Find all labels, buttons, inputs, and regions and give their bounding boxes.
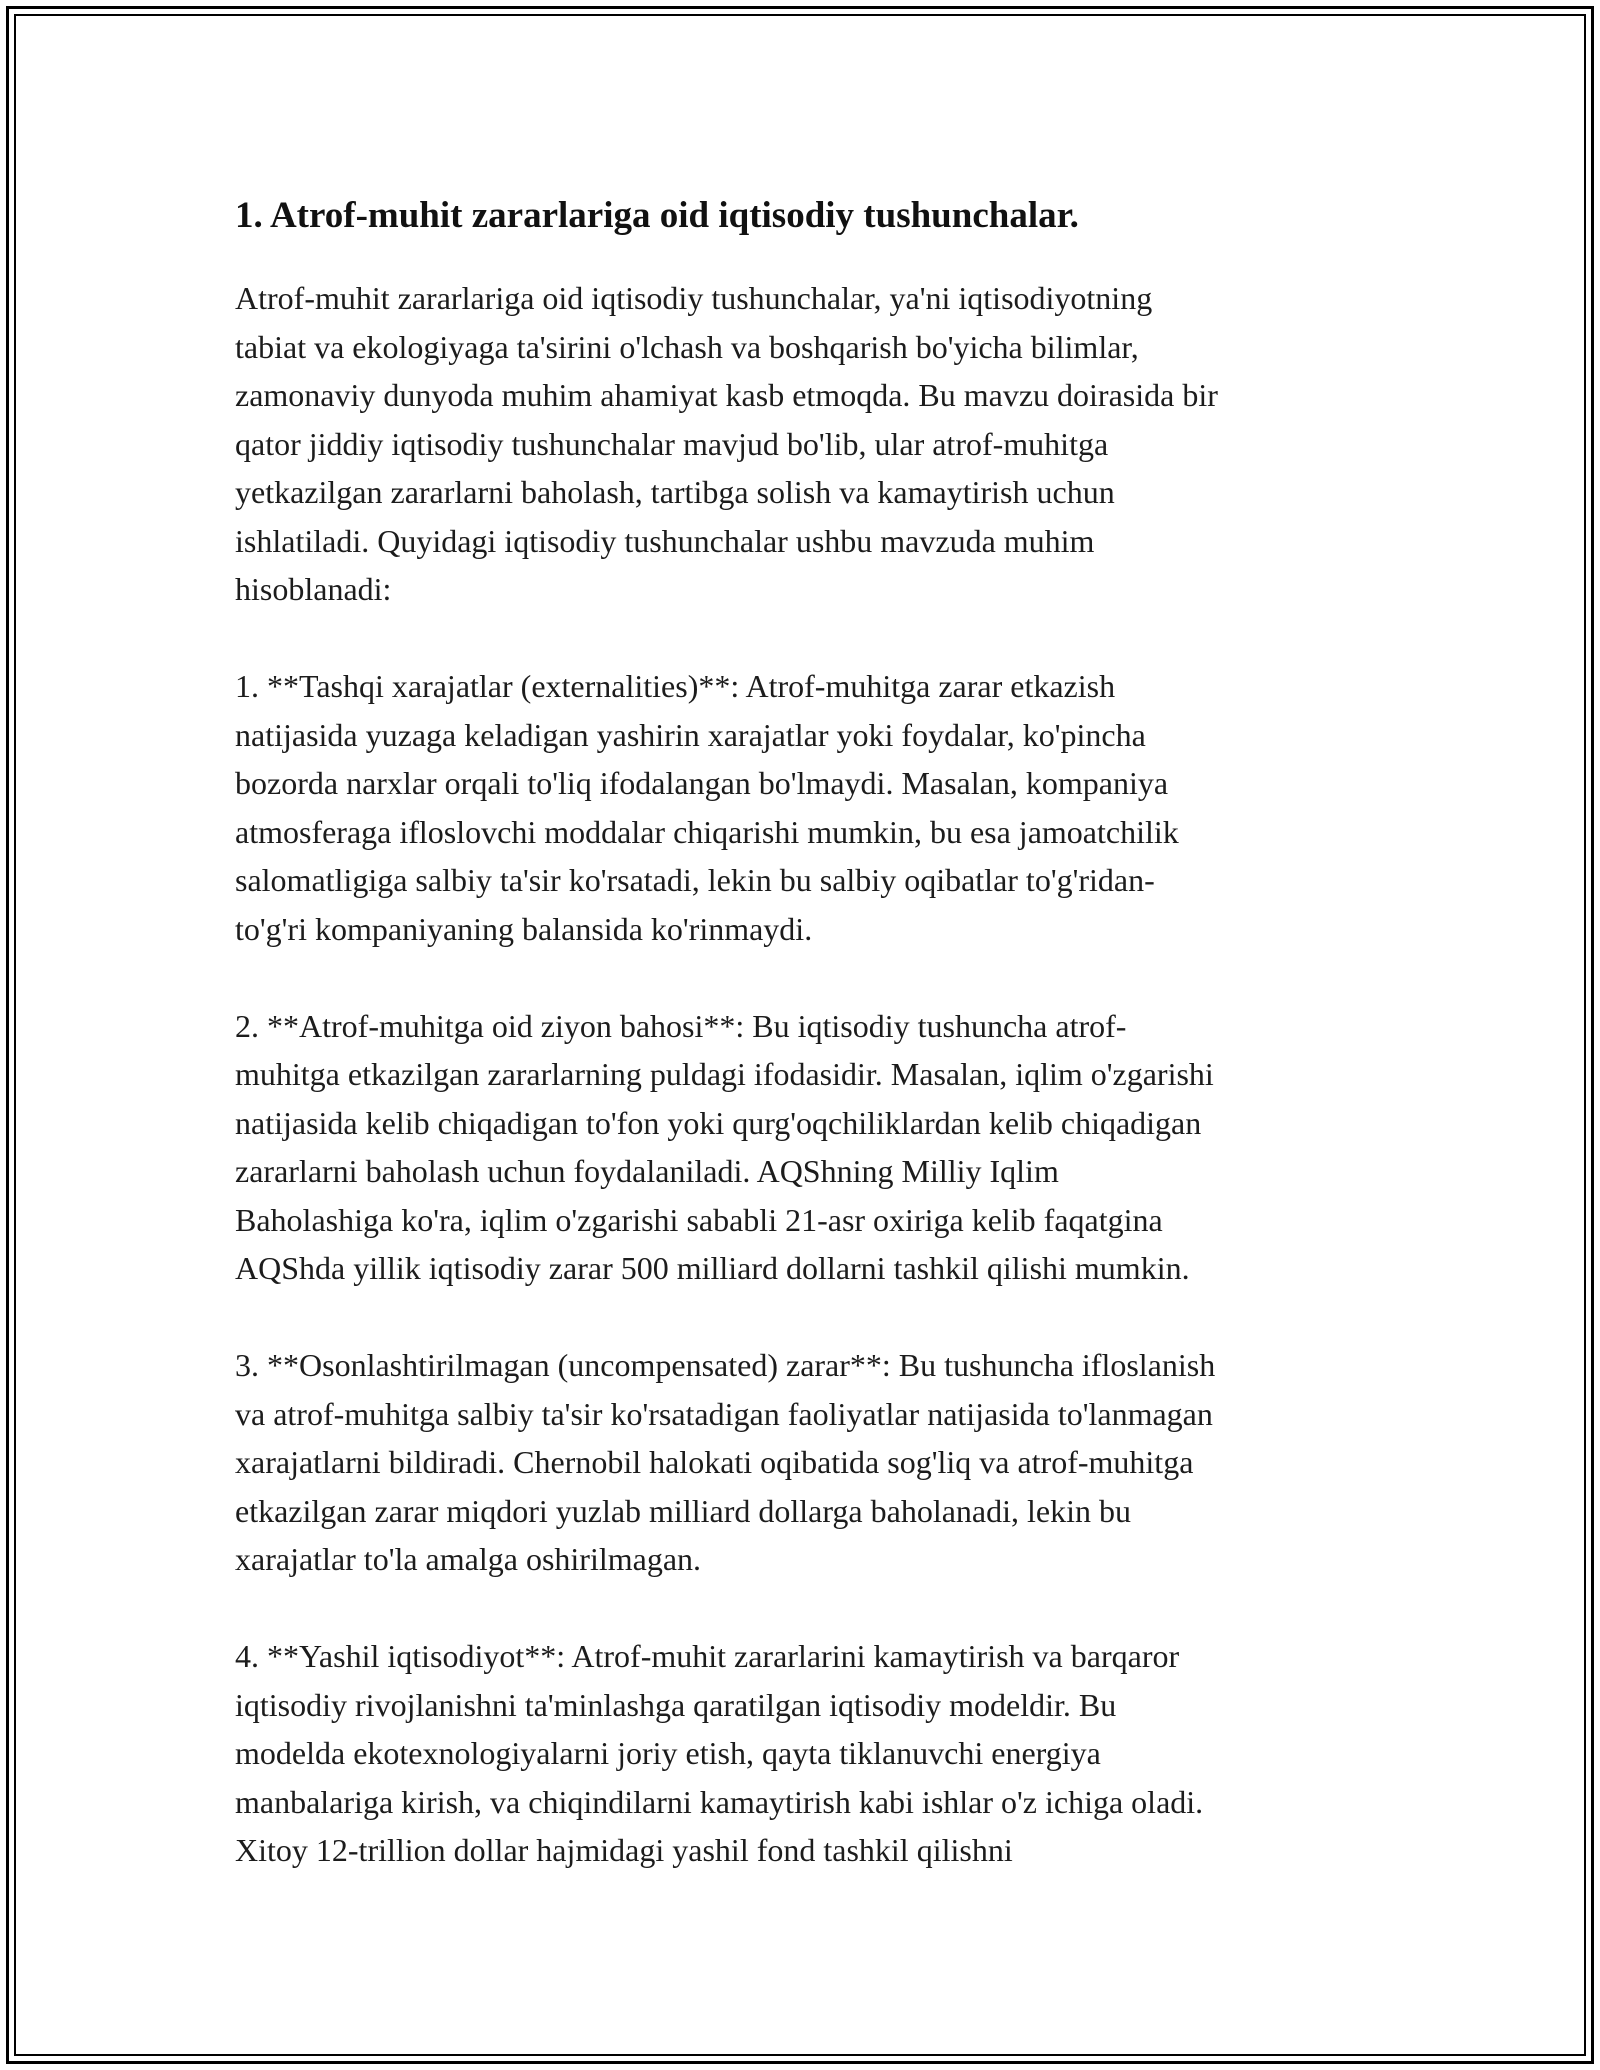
document-body [235,188,1370,1875]
section-heading: 1. Atrof-muhit zararlariga oid iqtisodiy tushunchalar. [235,195,1079,236]
body-text: Atrof-muhit zararlariga oid iqtisodiy tushunchalar, ya'ni iqtisodiyotning tabiat va ekologiyaga ta'sirini o'lchash va boshqarish bo'yicha bilimlar, zamonaviy dunyoda muhim ahamiyat kasb etmoqda. Bu mavzu doirasida bir qator jiddiy iqtisodiy tushunchalar mavjud bo'lib, ular atrof-muhitga yetkazilgan zararlarni baholash, tartibga solish va kamaytirish uchun ishlatiladi. Quyidagi iqtisodiy tushunchalar ushbu mavzuda muhim hisoblanadi: 1. **Tashqi xarajatlar (externalities)**: Atrof-muhitga zarar etkazish natijasida yuzaga keladigan yashirin xarajatlar yoki foydalar, ko'pincha bozorda narxlar orqali to'liq ifodalangan bo'lmaydi. Masalan, kompaniya atmosferaga ifloslovchi moddalar chiqarishi mumkin, bu esa jamoatchilik salomatligiga salbiy ta'sir ko'rsatadi, lekin bu salbiy oqibatlar to'g'ridan- to'g'ri kompaniyaning balansida ko'rinmaydi. 2. **Atrof-muhitga oid ziyon bahosi**: Bu iqtisodiy tushuncha atrof- muhitga etkazilgan zararlarning puldagi ifodasidir. Masalan, iqlim o'zgarishi natijasida kelib chiqadigan to'fon yoki qurg'oqchiliklardan kelib chiqadigan zararlarni baholash uchun foydalaniladi. AQShning Milliy Iqlim Baholashiga ko'ra, iqlim o'zgarishi sababli 21-asr oxiriga kelib faqatgina AQShda yillik iqtisodiy zarar 500 milliard dollarni tashkil qilishi mumkin. 3. **Osonlashtirilmagan (uncompensated) zarar**: Bu tushuncha ifloslanish va atrof-muhitga salbiy ta'sir ko'rsatadigan faoliyatlar natijasida to'lanmagan xarajatlarni bildiradi. Chernobil halokati oqibatida sog'liq va atrof-muhitga etkazilgan zarar miqdori yuzlab milliard dollarga baholanadi, lekin bu xarajatlar to'la amalga oshirilmagan. 4. **Yashil iqtisodiyot**: Atrof-muhit zararlarini kamaytirish va barqaror iqtisodiy rivojlanishni ta'minlashga qaratilgan iqtisodiy modeldir. Bu modelda ekotexnologiyalarni joriy etish, qayta tiklanuvchi energiya manbalariga kirish, va chiqindilarni kamaytirish kabi ishlar o'z ichiga oladi. Xitoy 12-trillion dollar hajmidagi yashil fond tashkil qilishni [235,280,1218,1868]
